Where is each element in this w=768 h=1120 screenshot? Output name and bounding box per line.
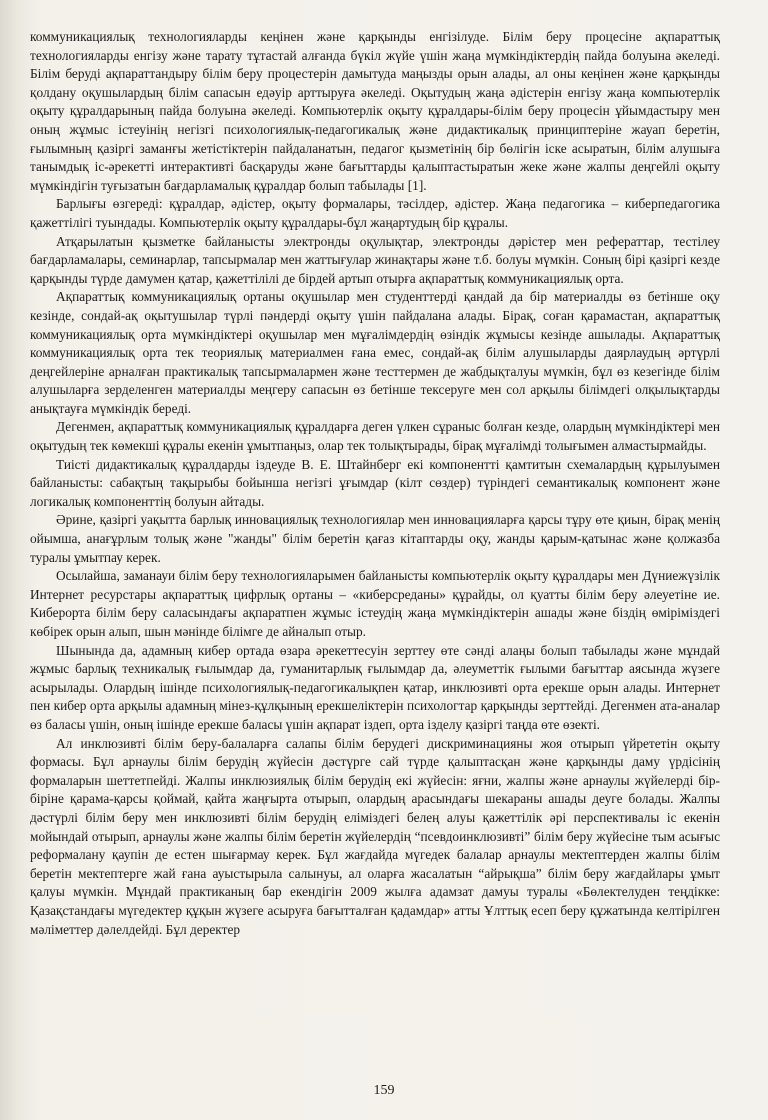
paragraph-2: Барлығы өзгереді: құралдар, әдістер, оқыту формалары, тәсілдер, әдістер. Жаңа педагогика – киберпедагогика қажеттілігі туындады. Компьютерлік оқыту құралдары-бұл жаңартудың бір құралы.: [30, 196, 720, 230]
paragraph-7: Әрине, қазіргі уақытта барлық инновациялық технологиялар мен инновацияларға қарсы тұру өте қиын, бірақ менің ойымша, анағұрлым толық және "жанды" білім беретін қағаз кітаптарды оқу, жанды қарым-қатынас және қолжазба туралы ұмытпау керек.: [30, 512, 720, 565]
paragraph-8: Осылайша, заманауи білім беру технологияларымен байланысты компьютерлік оқыту құралдары мен Дүниежүзілік Интернет ресурстары ақпараттық цифрлық ортаны – «киберсреданы» құрайды, ол қуатты білім беру әлеуетіне ие. Киберорта білім беру саласындағы ақпаратпен жұмыс істеудің жаңа мүмкіндіктерін ашады және біздің өміріміздегі көбірек орын алып, шын мәнінде білімге де айналып отыр.: [30, 568, 720, 639]
paragraph-1: коммуникациялық технологияларды кеңінен және қарқынды енгізілуде. Білім беру процесіне ақпараттық технологияларды енгізу және тарату тұтастай алғанда бүкіл жүйе үшін жаңа мүмкіндіктердің пайда болуына әкеледі. Білім беруді ақпараттандыру білім беру процестерін дамытуда маңызды орын алады, ал оны кеңінен және қарқынды қолдану оқушылардың білім сапасын едәуір арттыруға әкеледі. Оқытудың жаңа әдістерін енгізу жаңа компьютерлік оқыту құралдарының пайда болуына әкеледі. Компьютерлік оқыту құралдары-білім беру процесін ұйымдастыру мен оның жұмыс істеуінің негізгі психологиялық-педагогикалық және дидактикалық принциптеріне жауап беретін, ғылымның қазіргі заманғы жетістіктерін пайдаланатын, педагог қызметінің бір бөлігін іске асыратын, білім алушыға танымдық іс-әрекетті интерактивті басқаруды және бағыттарды қалыптастыратын жеке және жалпы деңгейлі оқыту мүмкіндігін туғызатын бағдарламалық құралдар болып табылады [1].: [30, 29, 720, 193]
paragraph-10: Ал инклюзивті білім беру-балаларға салапы білім берудегі дискриминацияны жоя отырып үйрететін оқыту формасы. Бұл арнаулы білім берудің жүйесін дәстүрге сай түрде қалыптасқан және қарқынды даму үрдісінің формаларын шеттетпейді. Жалпы инклюзиялық білім берудің екі жүйесін: яғни, жалпы және арнаулы жүйелерді бір-біріне қарама-қарсы қоймай, қайта жаңғырта отырып, олардың арасындағы шекараны ашады деуге болады. Жалпы дәстүрлі білім беру мен инклюзивті білім берудің еліміздегі белең алуы қажеттілік әрі перспективалы іс екенін мойындай отырып, арнаулы және жалпы білім беретін жүйелердің “псевдоинклюзивті” білім беру жүйесіне тым асығыс реформалану қаупін де естен шығармау керек. Бұл жағдайда мүгедек балалар арнаулы мектептерден жалпы білім беретін мектептерге жай ғана ауыстырыла салынуы, ал оларға жасалатын “айрықша” білім беру жағдайлары ұмыт қалуы мүмкін. Мұндай практиканың бар екендігін 2009 жылға адамзат дамуы туралы «Бөлектелуден теңдікке: Қазақстандағы мүгедектер құқын жүзеге асыруға бағытталған қадамдар» атты Ұлттық есеп беру құжатында келтірілген мәліметтер дәлелдейді. Бұл деректер: [30, 735, 720, 937]
paragraph-3: Атқарылатын қызметке байланысты электронды оқулықтар, электронды дәрістер мен рефераттар, тестілеу бағдарламалары, семинарлар, тапсырмалар мен жаттығулар жинақтары және т.б. болуы мүмкін. Соның бірі қазіргі кезде қарқынды түрде дамумен қатар, қажеттілілі де бірдей артып отырға ақпараттық коммуникациялық орта.: [30, 233, 720, 286]
paragraph-6: Тиісті дидактикалық құралдарды іздеуде В. Е. Штайнберг екі компонентті қамтитын схемалардың құрылуымен байланысты: сабақтың тақырыбы бойынша негізгі ұғымдар (кілт сөздер) түріндегі семантикалық компонент және логикалық компоненттің болуын айтады.: [30, 456, 720, 509]
paragraph-5: Дегенмен, ақпараттық коммуникациялық құралдарға деген үлкен сұраныс болған кезде, олардың мүмкіндіктері мен оқытудың тек көмекші құралы екенін ұмытпаңыз, олар тек толықтырады, бірақ мұғалімді толығымен алмастырмайды.: [30, 419, 720, 454]
paragraph-4: Ақпараттық коммуникациялық ортаны оқушылар мен студенттерді қандай да бір материалды өз бетінше оқу кезінде, сондай-ақ оқытушылар түрлі пәндерді оқыту үшін пайдалана алады. Бірақ, соған қарамастан, ақпараттық коммуникациялық орта мүмкіндіктері оқушылар мен мұғалімдердің өзіндік жұмысы кезінде ашылады. Ақпараттық коммуникациялық орта тек теориялық материалмен ғана емес, сондай-ақ білім алушыларды даярлаудың әртүрлі деңгейлеріне арналған практикалық тапсырмалармен және тесттермен де жабдықталуы мүмкін, бұл өз кезегінде білім алушыларға зерделенген материалды меңгеру сапасын өз бетінше тексеруге мен сол арқылы білімдегі олқылықтарды анықтауға мүмкіндік береді.: [30, 289, 720, 416]
paragraph-9: Шынында да, адамның кибер ортада өзара әрекеттесуін зерттеу өте сәнді алаңы болып табылады және мұндай жұмыс барлық техникалық ғылымдар да, гуманитарлық ғылымдар да, әлеуметтік ғылыми бағыттар аясында жүзеге асырылады. Олардың ішінде психологиялық-педагогикалықпен қатар, инклюзивті орта ерекше орын алады. Интернет пен кибер орта арқылы адамның мінез-құлқының ерекшеліктерін психологтар қарқынды зерттейді. Дегенмен ата-аналар өз баласы үшін, оның ішінде ерекше баласы үшін ақпарат іздеп, орта ізделу қазіргі таңда өте өзекті.: [30, 642, 720, 732]
body-text: [30, 28, 720, 939]
page-number: 159: [373, 1083, 395, 1098]
